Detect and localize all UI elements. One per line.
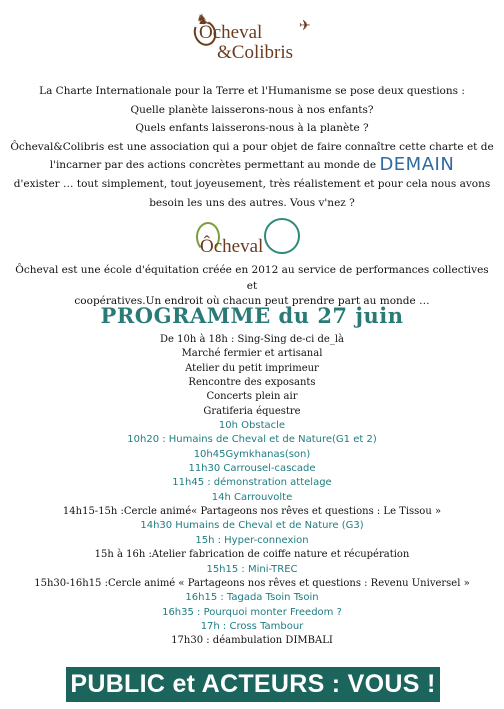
programme-item: 17h : Cross Tambour [200,620,304,632]
intro-paragraph [10,82,494,212]
programme-item: 14h30 Humains de Cheval et de Nature (G3) [140,520,364,532]
ocheval-colibris-logo [189,12,319,64]
logo-text-line2: &Colibris [217,42,294,63]
programme-item: 16h15 : Tagada Tsoin Tsoin [185,592,319,604]
programme-item: 15h30-16h15 :Cercle animé « Partageons nos rêves et questions : Revenu Universel » [34,577,470,589]
programme-item: 11h45 : démonstration attelage [172,477,332,489]
programme-title: PROGRAMME du 27 juin [100,303,404,328]
intro-line: Ôcheval&Colibris est une association qui a pour objet de faire connaître cette charte et de [10,140,494,153]
programme-item: 11h30 Carrousel-cascade [188,463,316,475]
intro-line: d'exister … tout simplement, tout joyeusement, très réalistement et pour cela nous avons [13,177,491,190]
about-line: Ôcheval est une école d'équitation créée en 2012 au service de performances collectives et [15,264,489,292]
programme-item: 15h : Hyper-connexion [195,534,309,546]
programme-item: De 10h à 18h : Sing-Sing de-ci de_là [160,334,344,345]
programme-item: Gratiferia équestre [203,405,301,417]
intro-line [10,156,494,175]
logo-text-line1: Ôcheval [199,22,263,43]
programme-item: Atelier du petit imprimeur [185,362,319,374]
programme-list [0,333,504,649]
ocheval-logo-text: Ôcheval [200,236,264,257]
intro-line: Quelle planète laisserons-nous à nos enfants? [130,103,374,116]
programme-item: 14h15-15h :Cercle animé« Partageons nos rêves et questions : Le Tissou » [62,506,442,518]
tree-horse-icon [264,218,300,254]
ocheval-logo [194,218,304,262]
programme-item: Marché fermier et artisanal [181,348,323,360]
public-acteurs-banner: PUBLIC et ACTEURS : VOUS ! [66,667,440,702]
programme-item: 10h Obstacle [218,420,286,432]
programme-item: 15h15 : Mini-TREC [206,563,298,575]
programme-item: Rencontre des exposants [188,377,316,389]
horse-head-icon: ♞ [196,12,209,28]
intro-line: besoin les uns des autres. Vous v'nez ? [149,196,355,209]
intro-line: Quels enfants laisserons-nous à la planète ? [135,122,369,135]
programme-item: 15h à 16h :Atelier fabrication de coiffe nature et récupération [94,549,410,561]
about-line: coopératives.Un endroit où chacun peut prendre part au monde … [74,295,430,307]
intro-line5-text: l'incarner par des actions concrètes permettant au monde de [49,159,377,172]
programme-item: 16h35 : Pourquoi monter Freedom ? [162,606,342,618]
demain-highlight: DEMAIN [379,154,455,176]
programme-item: 14h Carrouvolte [211,491,293,503]
hummingbird-icon: ✈ [299,18,311,34]
intro-line: La Charte Internationale pour la Terre et l'Humanisme se pose deux questions : [39,85,465,97]
programme-item: Concerts plein air [206,391,298,403]
programme-item: 10h45Gymkhanas(son) [193,448,311,460]
programme-item: 10h20 : Humains de Cheval et de Nature(G1 et 2) [127,434,377,446]
programme-item: 17h30 : déambulation DIMBALI [171,635,333,647]
